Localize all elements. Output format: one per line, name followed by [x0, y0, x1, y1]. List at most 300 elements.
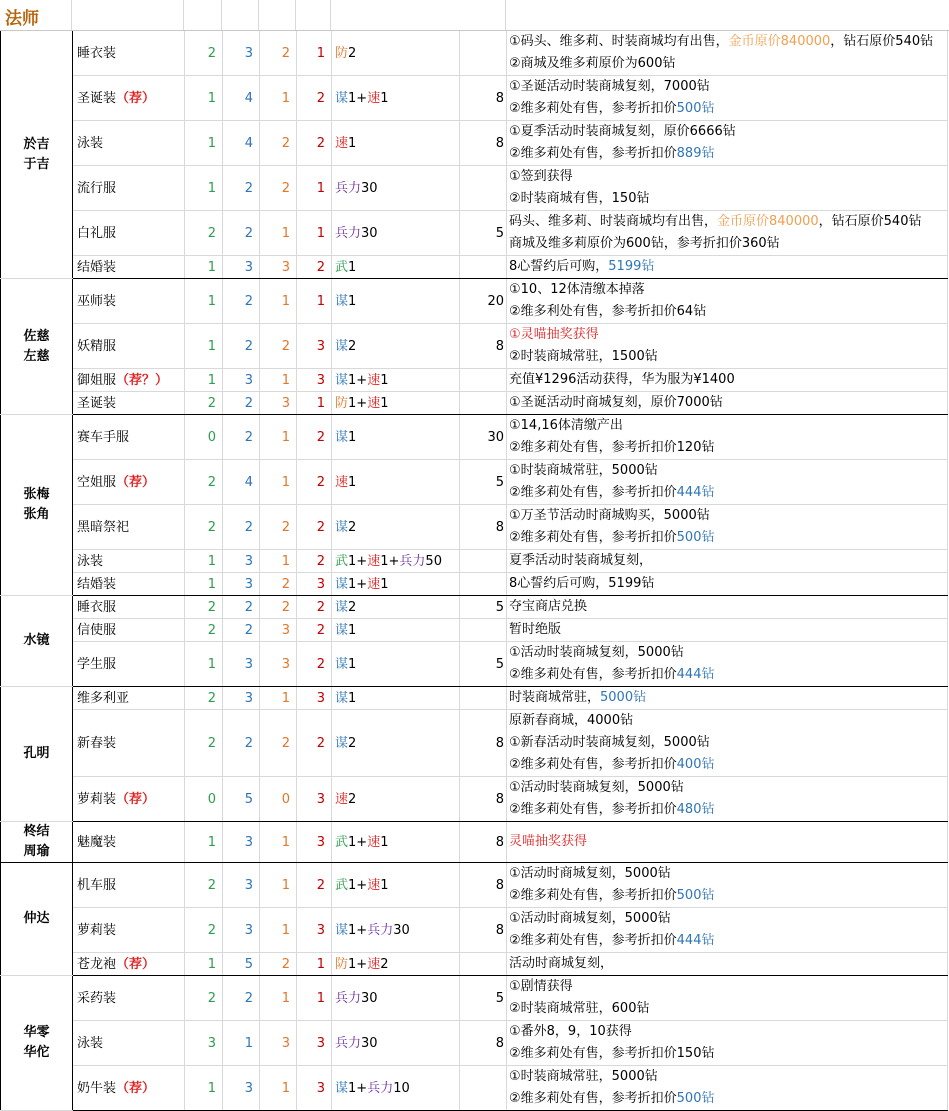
- source-text: ②维多莉处有售，参考折扣价150钻: [509, 1046, 715, 1061]
- skill-type: 兵力: [335, 180, 362, 196]
- skill-bonus: [332, 687, 460, 710]
- stat-value: 2: [223, 324, 260, 369]
- character-name-line: 张角: [23, 507, 50, 522]
- stat-value: 2: [185, 505, 223, 550]
- source-line: [509, 76, 945, 98]
- skill-amount: 1: [348, 135, 357, 151]
- fragment-cost: 8: [460, 710, 507, 777]
- source-info: [507, 211, 948, 256]
- costume-name-text: 新春装: [77, 735, 117, 751]
- source-line: [509, 664, 945, 686]
- character-name-line: 柊结: [23, 824, 50, 839]
- skill-amount: 30: [361, 180, 378, 196]
- plus-sign: +: [356, 576, 368, 592]
- source-info: [507, 908, 948, 953]
- costume-name: [73, 76, 185, 121]
- stat-value: 2: [260, 505, 297, 550]
- stat-value: 1: [297, 953, 332, 976]
- skill-type: 谋: [335, 90, 349, 106]
- stat-value: 2: [223, 166, 260, 211]
- stat-value: 1: [260, 1066, 297, 1111]
- stat-value: 3: [297, 822, 332, 863]
- character-name-line: 水镜: [23, 633, 50, 648]
- skill-amount: 1: [348, 395, 357, 411]
- source-info: [507, 777, 948, 822]
- source-text: ①签到获得: [509, 169, 573, 184]
- stat-value: 2: [223, 392, 260, 415]
- costume-name-text: 萝莉装: [77, 791, 117, 807]
- source-info: [507, 710, 948, 777]
- source-line: [509, 324, 945, 346]
- recommend-tag: （荐）: [116, 956, 156, 972]
- fragment-cost: 8: [460, 324, 507, 369]
- stat-value: 2: [260, 596, 297, 619]
- skill-bonus: [332, 908, 460, 953]
- stat-value: 3: [223, 256, 260, 279]
- source-info: [507, 953, 948, 976]
- plus-sign: +: [356, 834, 368, 850]
- fragment-cost: [460, 550, 507, 573]
- costume-name-text: 睡衣服: [77, 599, 117, 615]
- skill-bonus: [332, 31, 460, 76]
- source-text: ②维多莉处有售，参考折扣价: [509, 1091, 677, 1106]
- source-info: [507, 863, 948, 908]
- table-row: [1, 710, 948, 777]
- source-line: [509, 188, 945, 210]
- skill-bonus: [332, 460, 460, 505]
- stat-value: 1: [185, 76, 223, 121]
- table-row: [1, 415, 948, 460]
- stat-value: 1: [185, 642, 223, 687]
- skill-type: 速: [335, 474, 349, 490]
- stat-value: 2: [185, 596, 223, 619]
- stat-value: 2: [297, 642, 332, 687]
- skill-bonus: [332, 863, 460, 908]
- source-text: ①14,16体清缴产出: [509, 418, 623, 433]
- source-text: ，钻石原价540钻: [818, 214, 922, 229]
- costume-name-text: 萝莉装: [77, 922, 117, 938]
- skill-type: 谋: [335, 372, 349, 388]
- source-text: 原新春商城，4000钻: [509, 713, 634, 728]
- stat-value: 1: [185, 1066, 223, 1111]
- stat-value: 1: [297, 31, 332, 76]
- source-info: [507, 642, 948, 687]
- source-line: [509, 998, 945, 1020]
- stat-value: 3: [223, 550, 260, 573]
- skill-amount: 1: [348, 553, 357, 569]
- costume-name-text: 苍龙袍: [77, 956, 117, 972]
- costume-name: [73, 596, 185, 619]
- stat-value: 1: [185, 573, 223, 596]
- source-text: ①剧情获得: [509, 979, 573, 994]
- skill-bonus: [332, 619, 460, 642]
- costume-name: [73, 392, 185, 415]
- source-text: ①时装商城常驻，5000钻: [509, 1069, 658, 1084]
- source-text: 444钻: [676, 933, 715, 948]
- skill-amount: 1: [348, 293, 357, 309]
- stat-value: 3: [260, 1021, 297, 1066]
- table-row: [1, 166, 948, 211]
- source-text: 8心誓约后可购，: [509, 259, 609, 274]
- source-info: [507, 369, 948, 392]
- stat-value: 2: [260, 710, 297, 777]
- skill-type: 谋: [335, 576, 349, 592]
- plus-sign: +: [356, 922, 368, 938]
- skill-amount: 2: [348, 45, 357, 61]
- stat-value: 5: [223, 777, 260, 822]
- fragment-cost: [460, 953, 507, 976]
- skill-amount: 10: [393, 1080, 410, 1096]
- stat-value: 2: [223, 619, 260, 642]
- table-row: [1, 573, 948, 596]
- stat-value: 3: [260, 619, 297, 642]
- source-text: 时装商城常驻，: [509, 690, 601, 705]
- costume-name-text: 泳装: [77, 135, 104, 151]
- fragment-cost: 8: [460, 121, 507, 166]
- stat-value: 4: [223, 460, 260, 505]
- stat-value: 3: [260, 392, 297, 415]
- source-line: [509, 754, 945, 776]
- skill-type: 速: [367, 395, 381, 411]
- skill-bonus: [332, 777, 460, 822]
- costume-name-text: 采药装: [77, 990, 117, 1006]
- source-info: [507, 1066, 948, 1111]
- source-text: ②维多莉处有售，参考折扣价: [509, 888, 677, 903]
- stat-value: 2: [297, 619, 332, 642]
- character-name-line: 於吉: [23, 136, 50, 152]
- skill-type: 速: [367, 372, 381, 388]
- skill-type: 速: [335, 791, 349, 807]
- source-line: [509, 415, 945, 437]
- skill-amount: 2: [348, 791, 357, 807]
- costume-name-text: 空姐服: [77, 474, 117, 490]
- source-text: ②维多莉处有售，参考折扣价: [509, 757, 677, 772]
- table-row: [1, 1021, 948, 1066]
- skill-type: 兵力: [335, 225, 362, 241]
- fragment-cost: [460, 369, 507, 392]
- plus-sign: +: [356, 956, 368, 972]
- source-line: [509, 53, 945, 75]
- stat-value: 3: [223, 1066, 260, 1111]
- skill-type: 速: [367, 877, 381, 893]
- fragment-cost: 5: [460, 596, 507, 619]
- stat-value: 2: [297, 415, 332, 460]
- character-name: [1, 976, 73, 1111]
- stat-value: 1: [185, 550, 223, 573]
- costume-name: [73, 863, 185, 908]
- stat-value: 2: [223, 415, 260, 460]
- table-row: [1, 31, 948, 76]
- stat-value: 1: [297, 279, 332, 324]
- skill-type: 谋: [335, 656, 349, 672]
- source-text: ①码头、维多莉、时装商城均有出售，: [509, 34, 729, 49]
- source-info: [507, 573, 948, 596]
- source-line: [509, 346, 945, 368]
- skill-amount: 50: [425, 553, 442, 569]
- source-text: 夏季活动时装商城复刻，: [509, 553, 653, 568]
- stat-value: 2: [185, 976, 223, 1021]
- fragment-cost: 30: [460, 415, 507, 460]
- costume-name-text: 圣诞装: [77, 395, 117, 411]
- character-name: [1, 687, 73, 822]
- skill-bonus: [332, 573, 460, 596]
- costume-name: [73, 324, 185, 369]
- source-line: [509, 930, 945, 952]
- character-name: [1, 31, 73, 279]
- source-line: [509, 550, 945, 572]
- costume-name-text: 赛车手服: [77, 429, 130, 445]
- source-line: [509, 460, 945, 482]
- skill-type: 武: [335, 553, 349, 569]
- stat-value: 2: [185, 31, 223, 76]
- table-row: [1, 211, 948, 256]
- stat-value: 2: [297, 460, 332, 505]
- source-info: [507, 415, 948, 460]
- stat-value: 3: [223, 822, 260, 863]
- stat-value: 2: [260, 31, 297, 76]
- recommend-tag: （荐）: [116, 474, 156, 490]
- source-text: 500钻: [676, 888, 715, 903]
- source-info: [507, 1021, 948, 1066]
- source-text: 5199钻: [608, 259, 655, 274]
- table-row: [1, 863, 948, 908]
- fragment-cost: 5: [460, 642, 507, 687]
- costume-name: [73, 619, 185, 642]
- source-line: [509, 98, 945, 120]
- fragment-cost: 8: [460, 908, 507, 953]
- table-row: [1, 619, 948, 642]
- stat-value: 3: [297, 777, 332, 822]
- source-text: ②维多莉处有售，参考折扣价: [509, 667, 677, 682]
- stat-value: 3: [297, 687, 332, 710]
- skill-amount: 1: [348, 372, 357, 388]
- skill-bonus: [332, 256, 460, 279]
- skill-amount: 2: [348, 735, 357, 751]
- skill-type: 兵力: [335, 990, 362, 1006]
- plus-sign: +: [356, 90, 368, 106]
- skill-bonus: [332, 1021, 460, 1066]
- skill-amount: 30: [393, 922, 410, 938]
- source-line: [509, 482, 945, 504]
- stat-value: 2: [260, 166, 297, 211]
- skill-bonus: [332, 710, 460, 777]
- stat-value: 1: [297, 166, 332, 211]
- costume-name: [73, 166, 185, 211]
- character-name-line: 华零: [23, 1025, 50, 1040]
- source-info: [507, 392, 948, 415]
- skill-type: 速: [367, 834, 381, 850]
- table-row: [1, 76, 948, 121]
- source-text: 暂时绝版: [509, 622, 562, 637]
- costume-name: [73, 460, 185, 505]
- stat-value: 3: [297, 908, 332, 953]
- plus-sign: +: [356, 877, 368, 893]
- skill-type: 速: [367, 956, 381, 972]
- fragment-cost: 8: [460, 822, 507, 863]
- source-text: ②时装商城常驻，600钻: [509, 1001, 650, 1016]
- stat-value: 1: [185, 822, 223, 863]
- source-line: [509, 369, 945, 391]
- costume-name-text: 圣诞装: [77, 90, 117, 106]
- source-info: [507, 505, 948, 550]
- source-text: ①灵喵抽奖获得: [509, 327, 599, 342]
- skill-type: 谋: [335, 293, 349, 309]
- character-name-line: 张梅: [23, 487, 50, 502]
- recommend-tag: （荐）: [116, 791, 156, 807]
- skill-amount: 1: [348, 90, 357, 106]
- costume-name-text: 流行服: [77, 180, 117, 196]
- source-text: ②时装商城有售，150钻: [509, 191, 650, 206]
- source-text: 500钻: [676, 101, 715, 116]
- skill-type: 谋: [335, 338, 349, 354]
- stat-value: 2: [297, 505, 332, 550]
- stat-value: 2: [223, 211, 260, 256]
- skill-type: 防: [335, 956, 349, 972]
- fragment-cost: [460, 619, 507, 642]
- source-text: ②维多莉处有售，参考折扣价: [509, 101, 677, 116]
- skill-amount: 1: [380, 576, 389, 592]
- character-name: [1, 415, 73, 596]
- source-text: ②商城及维多莉原价为600钻: [509, 56, 676, 71]
- source-text: 480钻: [676, 802, 715, 817]
- stat-value: 2: [260, 324, 297, 369]
- fragment-cost: 8: [460, 863, 507, 908]
- skill-bonus: [332, 550, 460, 573]
- source-info: [507, 279, 948, 324]
- stat-value: 1: [260, 550, 297, 573]
- source-line: [509, 121, 945, 143]
- character-name-line: 于吉: [23, 156, 50, 172]
- source-line: [509, 1088, 945, 1110]
- source-text: ①夏季活动时装商城复刻，原价6666钻: [509, 124, 736, 139]
- character-name-line: 周瑜: [23, 844, 50, 859]
- stat-value: 2: [185, 392, 223, 415]
- source-text: ②维多莉处有售，参考折扣价: [509, 146, 677, 161]
- skill-bonus: [332, 415, 460, 460]
- stat-value: 2: [260, 121, 297, 166]
- costume-name-text: 信使服: [77, 622, 117, 638]
- source-line: [509, 392, 945, 414]
- source-line: [509, 777, 945, 799]
- source-text: 500钻: [676, 1091, 715, 1106]
- stat-value: 2: [297, 121, 332, 166]
- fragment-cost: [460, 31, 507, 76]
- skill-amount: 2: [348, 338, 357, 354]
- costume-name: [73, 777, 185, 822]
- fragment-cost: [460, 256, 507, 279]
- source-text: ①活动时装商城复刻，5000钻: [509, 780, 684, 795]
- costume-table: [0, 31, 948, 1111]
- fragment-cost: 8: [460, 777, 507, 822]
- source-line: [509, 953, 945, 975]
- fragment-cost: [460, 166, 507, 211]
- source-info: [507, 596, 948, 619]
- skill-type: 谋: [335, 599, 349, 615]
- stat-value: 2: [223, 279, 260, 324]
- costume-name: [73, 256, 185, 279]
- source-text: ②维多莉处有售，参考折扣价: [509, 802, 677, 817]
- source-line: [509, 301, 945, 323]
- source-info: [507, 31, 948, 76]
- stat-value: 3: [223, 908, 260, 953]
- skill-amount: 1: [348, 622, 357, 638]
- stat-value: 2: [185, 710, 223, 777]
- costume-name: [73, 642, 185, 687]
- skill-type: 速: [367, 90, 381, 106]
- source-line: [509, 256, 945, 278]
- costume-name-text: 御姐服: [77, 372, 117, 388]
- table-row: [1, 596, 948, 619]
- stat-value: 3: [223, 369, 260, 392]
- sheet-title: 法师: [5, 9, 39, 29]
- stat-value: 2: [297, 596, 332, 619]
- skill-bonus: [332, 822, 460, 863]
- table-row: [1, 550, 948, 573]
- source-text: ①活动时商城复刻，5000钻: [509, 911, 671, 926]
- table-row: [1, 369, 948, 392]
- source-text: ①番外8，9，10获得: [509, 1024, 632, 1039]
- table-row: [1, 256, 948, 279]
- stat-value: 2: [223, 976, 260, 1021]
- skill-type: 武: [335, 877, 349, 893]
- source-text: 金币原价840000: [717, 214, 819, 229]
- stat-value: 3: [223, 687, 260, 710]
- skill-type: 兵力: [367, 922, 394, 938]
- source-text: 444钻: [676, 667, 715, 682]
- stat-value: 1: [260, 460, 297, 505]
- source-line: [509, 1043, 945, 1065]
- fragment-cost: [460, 573, 507, 596]
- costume-name-text: 结婚装: [77, 259, 117, 275]
- stat-value: 1: [260, 279, 297, 324]
- source-line: [509, 596, 945, 618]
- skill-type: 速: [335, 135, 349, 151]
- skill-type: 谋: [335, 622, 349, 638]
- stat-value: 4: [223, 121, 260, 166]
- skill-amount: 2: [348, 599, 357, 615]
- skill-type: 武: [335, 259, 349, 275]
- source-text: ②维多莉处有售，参考折扣价: [509, 933, 677, 948]
- source-info: [507, 550, 948, 573]
- stat-value: 2: [185, 908, 223, 953]
- stat-value: 2: [223, 596, 260, 619]
- source-text: ①活动时商城复刻，5000钻: [509, 866, 671, 881]
- fragment-cost: 8: [460, 76, 507, 121]
- source-info: [507, 687, 948, 710]
- skill-amount: 1: [348, 1080, 357, 1096]
- fragment-cost: 8: [460, 505, 507, 550]
- source-text: ①10、12体清缴本掉落: [509, 282, 645, 297]
- skill-type: 谋: [335, 922, 349, 938]
- skill-type: 兵力: [399, 553, 426, 569]
- stat-value: 3: [260, 642, 297, 687]
- source-line: [509, 437, 945, 459]
- costume-name-text: 黑暗祭祀: [77, 519, 130, 535]
- costume-name-text: 结婚装: [77, 576, 117, 592]
- costume-name: [73, 279, 185, 324]
- stat-value: 2: [297, 76, 332, 121]
- character-name-line: 左慈: [23, 348, 50, 364]
- stat-value: 2: [223, 710, 260, 777]
- stat-value: 3: [223, 573, 260, 596]
- stat-value: 2: [260, 573, 297, 596]
- source-text: ②时装商城常驻，1500钻: [509, 349, 658, 364]
- skill-amount: 30: [361, 990, 378, 1006]
- skill-type: 兵力: [335, 1035, 362, 1051]
- character-name-line: 佐慈: [23, 328, 50, 344]
- costume-name: [73, 1066, 185, 1111]
- source-text: ①万圣节活动时商城购买，5000钻: [509, 508, 710, 523]
